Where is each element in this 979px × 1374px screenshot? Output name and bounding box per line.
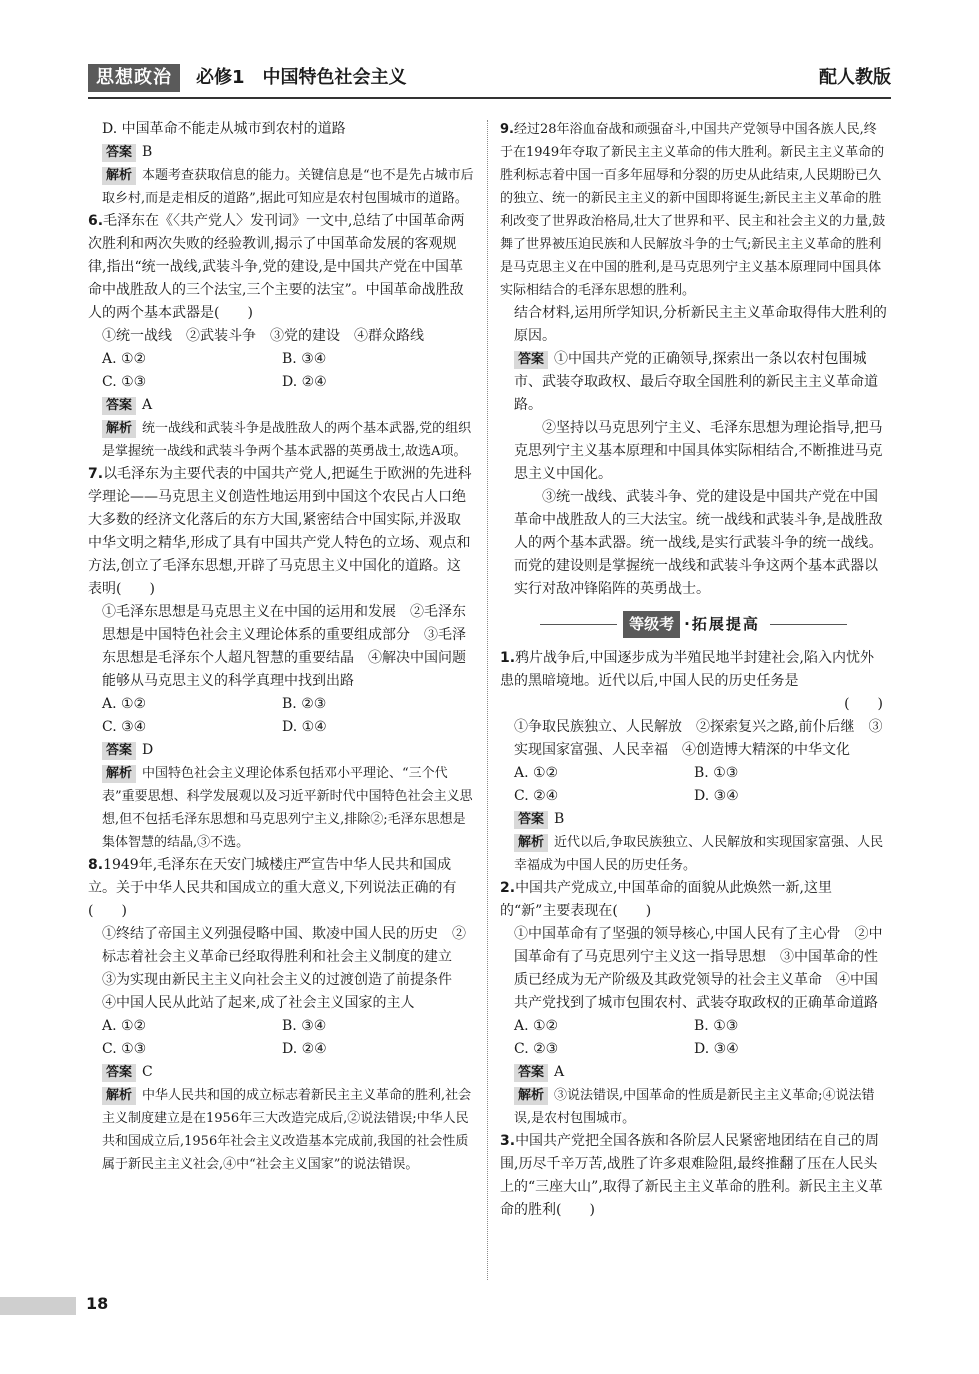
option-b: B. ③④ bbox=[282, 1018, 327, 1034]
option-a: A. ①② bbox=[514, 765, 559, 781]
book-title: 必修1 中国特色社会主义 bbox=[196, 67, 407, 88]
answer-tag: 答案 bbox=[102, 397, 136, 415]
analysis-tag: 解析 bbox=[514, 1087, 548, 1105]
option-b: B. ①③ bbox=[694, 1018, 739, 1034]
option-a: A. ①② bbox=[514, 1018, 559, 1034]
option-d: D. ③④ bbox=[694, 788, 739, 804]
q7-options-row2 bbox=[88, 716, 474, 739]
q9-answer-1: 答案 ①中国共产党的正确领导,探索出一条以农村包围城市、武装夺取政权、最后夺取全国胜利的新民主主义革命道路。 bbox=[514, 351, 878, 413]
option-a: A. ①② bbox=[102, 351, 147, 367]
option-b: B. ①③ bbox=[694, 765, 739, 781]
section-title: ·拓展提高 bbox=[684, 614, 760, 633]
analysis-tag: 解析 bbox=[102, 1087, 136, 1105]
q5-answer: 答案 B bbox=[88, 141, 474, 164]
question-9: 9.经过28年浴血奋战和顽强奋斗,中国共产党领导中国各族人民,终于在1949年夺取了新民主主义革命的伟大胜利。新民主主义革命的胜利标志着中国一百多年屈辱和分裂的历史从此结束,人民期盼已久的独立、统一的新民主主义的新中国即将诞生;新民主主义革命的胜利改变了世界政治格局,壮大了世界和平、民主和社会主义的力量,鼓舞了世界被压迫民族和人民解放斗争的士气;新民主主义革命的胜利是马克思主义在中国的胜利,是马克思列宁主义基本原理同中国具体实际相结合的毛泽东思想的胜利。 bbox=[500, 122, 886, 298]
q8-options-row2 bbox=[88, 1038, 474, 1061]
option-a: A. ①② bbox=[102, 1018, 147, 1034]
option-d: D. ①④ bbox=[282, 719, 327, 735]
q6-answer: 答案 A bbox=[88, 394, 474, 417]
answer-tag: 答案 bbox=[514, 351, 548, 369]
extension-question-1: 1.鸦片战争后,中国逐步成为半殖民地半封建社会,陷入内忧外患的黑暗境地。近代以后,中国人民的历史任务是 bbox=[500, 650, 874, 689]
extension-question-2: 2.中国共产党成立,中国革命的面貌从此焕然一新,这里的“新”主要表现在( ) bbox=[500, 880, 832, 919]
footer-bar bbox=[0, 1297, 76, 1315]
answer-tag: 答案 bbox=[102, 742, 136, 760]
right-column bbox=[500, 118, 887, 1222]
question-6: 6.毛泽东在《〈共产党人〉发刊词》一文中,总结了中国革命两次胜利和两次失败的经验教训,揭示了中国革命发展的客观规律,指出“统一战线,武装斗争,党的建设,是中国共产党在中国革命中战胜敌人的三个法宝,三个主要的法宝”。中国革命战胜敌人的两个基本武器是( ) bbox=[88, 213, 465, 321]
page-number: 18 bbox=[86, 1294, 109, 1313]
q8-items: ①终结了帝国主义列强侵略中国、欺凌中国人民的历史 ②标志着社会主义革命已经取得胜利和社会主义制度的建立 ③为实现由新民主主义向社会主义的过渡创造了前提条件 ④中国人民从此站了起来,成了社会主义国家的主人 bbox=[102, 926, 466, 1011]
page-header bbox=[88, 64, 891, 94]
e1-items: ①争取民族独立、人民解放 ②探索复兴之路,前仆后继 ③实现国家富强、人民幸福 ④创造博大精深的中华文化 bbox=[514, 719, 883, 758]
e1-analysis: 解析 近代以后,争取民族独立、人民解放和实现国家富强、人民幸福成为中国人民的历史任务。 bbox=[514, 835, 884, 873]
q8-answer: 答案 C bbox=[88, 1061, 474, 1084]
header-rule bbox=[88, 97, 891, 99]
q7-options-row1 bbox=[88, 693, 474, 716]
e2-analysis: 解析 ③说法错误,中国革命的性质是新民主主义革命;④说法错误,是农村包围城市。 bbox=[514, 1088, 875, 1126]
e2-answer: 答案 A bbox=[500, 1061, 887, 1084]
q8-options-row1 bbox=[88, 1015, 474, 1038]
option-c: C. ②③ bbox=[514, 1041, 559, 1057]
q7-answer: 答案 D bbox=[88, 739, 474, 762]
q8-analysis: 解析 中华人民共和国的成立标志着新民主主义革命的胜利,社会主义制度建立是在1956年三大改造完成后,②说法错误;中华人民共和国成立后,1956年社会主义改造基本完成前,我国的社会性质属于新民主主义社会,④中“社会主义国家”的说法错误。 bbox=[102, 1088, 472, 1172]
option-a: A. ①② bbox=[102, 696, 147, 712]
q6-options-row1 bbox=[88, 348, 474, 371]
q7-analysis: 解析 中国特色社会主义理论体系包括邓小平理论、“三个代表”重要思想、科学发展观以及习近平新时代中国特色社会主义思想,但不包括毛泽东思想和马克思列宁主义,排除②;毛泽东思想是集体智慧的结晶,③不选。 bbox=[102, 766, 473, 850]
e2-options-row1 bbox=[500, 1015, 887, 1038]
q5-analysis: 解析 本题考查获取信息的能力。关键信息是“也不是先占城市后取乡村,而是走相反的道路”,据此可知应是农村包围城市的道路。 bbox=[102, 168, 474, 206]
answer-tag: 答案 bbox=[102, 144, 136, 162]
option-d: D. ③④ bbox=[694, 1041, 739, 1057]
option-b: B. ②③ bbox=[282, 696, 327, 712]
q6-options-row2 bbox=[88, 371, 474, 394]
question-7: 7.以毛泽东为主要代表的中国共产党人,把诞生于欧洲的先进科学理论——马克思主义创造性地运用到中国这个农民占人口绝大多数的经济文化落后的东方大国,紧密结合中国实际,并汲取中华文明之精华,形成了具有中国共产党人特色的立场、观点和方法,创立了毛泽东思想,开辟了马克思主义中国化的道路。这表明( ) bbox=[88, 466, 472, 597]
column-divider bbox=[487, 120, 488, 1280]
subject-tag: 思想政治 bbox=[88, 64, 180, 92]
answer-tag: 答案 bbox=[514, 811, 548, 829]
e1-paren: ( ) bbox=[844, 696, 883, 712]
section-level-tag: 等级考 bbox=[623, 611, 680, 638]
analysis-tag: 解析 bbox=[102, 167, 136, 185]
q9-answer-2: ②坚持以马克思列宁主义、毛泽东思想为理论指导,把马克思列宁主义基本原理和中国具体实际相结合,不断推进马克思主义中国化。 bbox=[514, 420, 883, 482]
e1-answer: 答案 B bbox=[500, 808, 887, 831]
left-column bbox=[88, 118, 474, 1176]
q9-answer-3: ③统一战线、武装斗争、党的建设是中国共产党在中国革命中战胜敌人的三大法宝。统一战线和武装斗争,是战胜敌人的两个基本武器。统一战线,是实行武装斗争的统一战线。而党的建设则是掌握统一战线和武装斗争这两个基本武器以实行对敌冲锋陷阵的英勇战士。 bbox=[514, 489, 883, 597]
analysis-tag: 解析 bbox=[102, 420, 136, 438]
analysis-tag: 解析 bbox=[514, 834, 548, 852]
q5-option-d: D. 中国革命不能走从城市到农村的道路 bbox=[102, 121, 346, 137]
option-b: B. ③④ bbox=[282, 351, 327, 367]
e2-options-row2 bbox=[500, 1038, 887, 1061]
q7-items: ①毛泽东思想是马克思主义在中国的运用和发展 ②毛泽东思想是中国特色社会主义理论体系的重要组成部分 ③毛泽东思想是毛泽东个人超凡智慧的重要结晶 ④解决中国问题能够从马克思主义的科学真理中找到出路 bbox=[102, 604, 466, 689]
e2-items: ①中国革命有了坚强的领导核心,中国人民有了主心骨 ②中国革命有了马克思列宁主义这一指导思想 ③中国革命的性质已经成为无产阶级及其政党领导的社会主义革命 ④中国共产党找到了城市包围农村、武装夺取政权的正确革命道路 bbox=[514, 926, 883, 1011]
question-8: 8.1949年,毛泽东在天安门城楼庄严宣告中华人民共和国成立。关于中华人民共和国成立的重大意义,下列说法正确的有( ) bbox=[88, 857, 457, 919]
e1-options-row2 bbox=[500, 785, 887, 808]
edition-label: 配人教版 bbox=[819, 67, 891, 88]
answer-tag: 答案 bbox=[514, 1064, 548, 1082]
option-c: C. ②④ bbox=[514, 788, 559, 804]
option-c: C. ①③ bbox=[102, 1041, 147, 1057]
option-c: C. ③④ bbox=[102, 719, 147, 735]
q9-question: 结合材料,运用所学知识,分析新民主主义革命取得伟大胜利的原因。 bbox=[514, 305, 887, 344]
analysis-tag: 解析 bbox=[102, 765, 136, 783]
answer-tag: 答案 bbox=[102, 1064, 136, 1082]
option-d: D. ②④ bbox=[282, 1041, 327, 1057]
section-banner bbox=[500, 607, 887, 641]
extension-question-3: 3.中国共产党把全国各族和各阶层人民紧密地团结在自己的周围,历尽千辛万苦,战胜了许多艰难险阻,最终推翻了压在人民头上的“三座大山”,取得了新民主主义革命的胜利。新民主主义革命的胜利( ) bbox=[500, 1133, 883, 1218]
e1-options-row1 bbox=[500, 762, 887, 785]
option-d: D. ②④ bbox=[282, 374, 327, 390]
option-c: C. ①③ bbox=[102, 374, 147, 390]
q6-items: ①统一战线 ②武装斗争 ③党的建设 ④群众路线 bbox=[102, 328, 424, 344]
q6-analysis: 解析 统一战线和武装斗争是战胜敌人的两个基本武器,党的组织是掌握统一战线和武装斗争两个基本武器的英勇战士,故选A项。 bbox=[102, 421, 472, 459]
